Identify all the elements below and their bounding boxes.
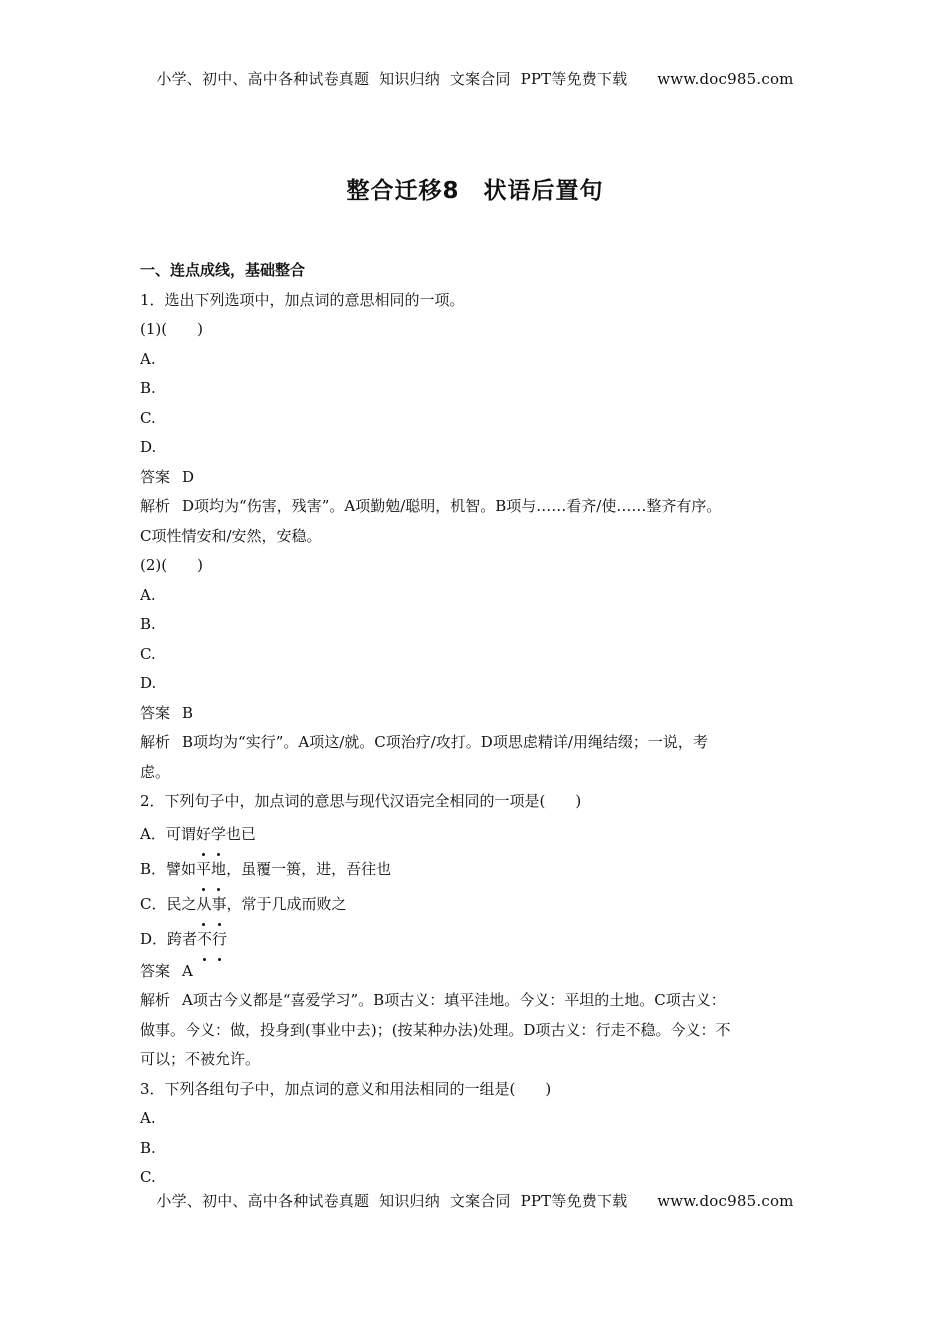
section-heading: 一、连点成线，基础整合 (140, 261, 306, 279)
analysis-text: D项均为“伤害，残害”。A项勤勉/聪明，机智。B项与……看齐/使……整齐有序。 (182, 497, 722, 515)
answer-value: A (182, 961, 193, 980)
dotted-char: 事 (212, 887, 227, 922)
q1-sub2-label: (2)( ) (140, 556, 203, 574)
q1-sub1-option-a: A. (140, 349, 156, 368)
option-text: ，常于几成而败之 (226, 894, 347, 913)
dotted-char: 学 (211, 817, 226, 852)
answer-label: 答案 (140, 961, 171, 980)
q1-sub1-answer (140, 463, 830, 493)
q2-analysis-line: 做事。今义：做，投身到(事业中去)；(按某种办法)处理。D项古义：行走不稳。今义：不 (140, 1020, 731, 1039)
q2-analysis-line (140, 986, 830, 1016)
option-text: A．可谓 (140, 824, 196, 843)
q1-sub1-analysis-line (140, 492, 830, 522)
q1-sub1-option-d: D. (140, 438, 157, 456)
q1-sub1-option-c: C. (140, 408, 156, 427)
option-text: 也已 (225, 824, 256, 843)
analysis-text: A项古今义都是“喜爱学习”。B项古义：填平洼地。今义：平坦的土地。C项古义： (182, 991, 726, 1009)
main-content (140, 256, 830, 1193)
q2-stem: 2．下列句子中，加点词的意思与现代汉语完全相同的一项是( ) (140, 792, 582, 810)
q1-sub2-option-d: D. (140, 674, 157, 692)
q1-sub1-label: (1)( ) (140, 320, 203, 338)
answer-value: D (182, 467, 195, 486)
q2-option-a (140, 817, 830, 852)
q2-option-b (140, 852, 830, 887)
page-title: 整合迁移8 状语后置句 (346, 178, 604, 204)
q1-sub2-analysis-line: 虑。 (140, 762, 171, 781)
option-text: ，虽覆一篑，进，吾往也 (226, 859, 392, 878)
option-text: B．譬如 (140, 859, 197, 878)
analysis-label: 解析 (140, 733, 171, 751)
dotted-char: 好 (196, 817, 211, 852)
q2-answer (140, 957, 830, 987)
dotted-char: 行 (212, 922, 227, 957)
q2-option-c (140, 887, 830, 922)
page-footer: 小学、初中、高中各种试卷真题 知识归纳 文案合同 PPT等免费下载 www.doc985.com (156, 1192, 794, 1210)
q3-option-a: A. (140, 1109, 156, 1127)
dotted-char: 地 (211, 852, 226, 887)
q1-sub2-analysis-line (140, 728, 830, 758)
dotted-char: 不 (197, 922, 212, 957)
q1-sub2-answer (140, 699, 830, 729)
dotted-char: 从 (196, 887, 211, 922)
analysis-label: 解析 (140, 991, 171, 1009)
q3-option-b: B. (140, 1138, 156, 1157)
q1-sub2-option-c: C. (140, 644, 156, 663)
q2-option-d (140, 922, 830, 957)
analysis-text: B项均为“实行”。A项这/就。C项治疗/攻打。D项思虑精详/用绳结缀；一说，考 (182, 733, 708, 751)
dotted-char: 平 (196, 852, 211, 887)
answer-label: 答案 (140, 467, 171, 486)
q1-sub1-option-b: B. (140, 379, 156, 397)
option-text: D．跨者 (140, 929, 198, 948)
q1-sub2-option-b: B. (140, 615, 156, 633)
option-text: C．民之 (140, 894, 197, 913)
page-header: 小学、初中、高中各种试卷真题 知识归纳 文案合同 PPT等免费下载 www.doc985.com (156, 70, 794, 88)
q3-stem: 3．下列各组句子中，加点词的意义和用法相同的一组是( ) (140, 1079, 552, 1098)
q1-sub2-option-a: A. (140, 585, 156, 604)
q1-sub1-analysis-line: C项性情安和/安然，安稳。 (140, 526, 322, 545)
q1-stem: 1．选出下列选项中，加点词的意思相同的一项。 (140, 290, 465, 309)
answer-label: 答案 (140, 703, 171, 722)
q3-option-c: C. (140, 1168, 156, 1186)
analysis-label: 解析 (140, 497, 171, 515)
answer-value: B (182, 703, 194, 722)
q2-analysis-line: 可以；不被允许。 (140, 1050, 261, 1068)
